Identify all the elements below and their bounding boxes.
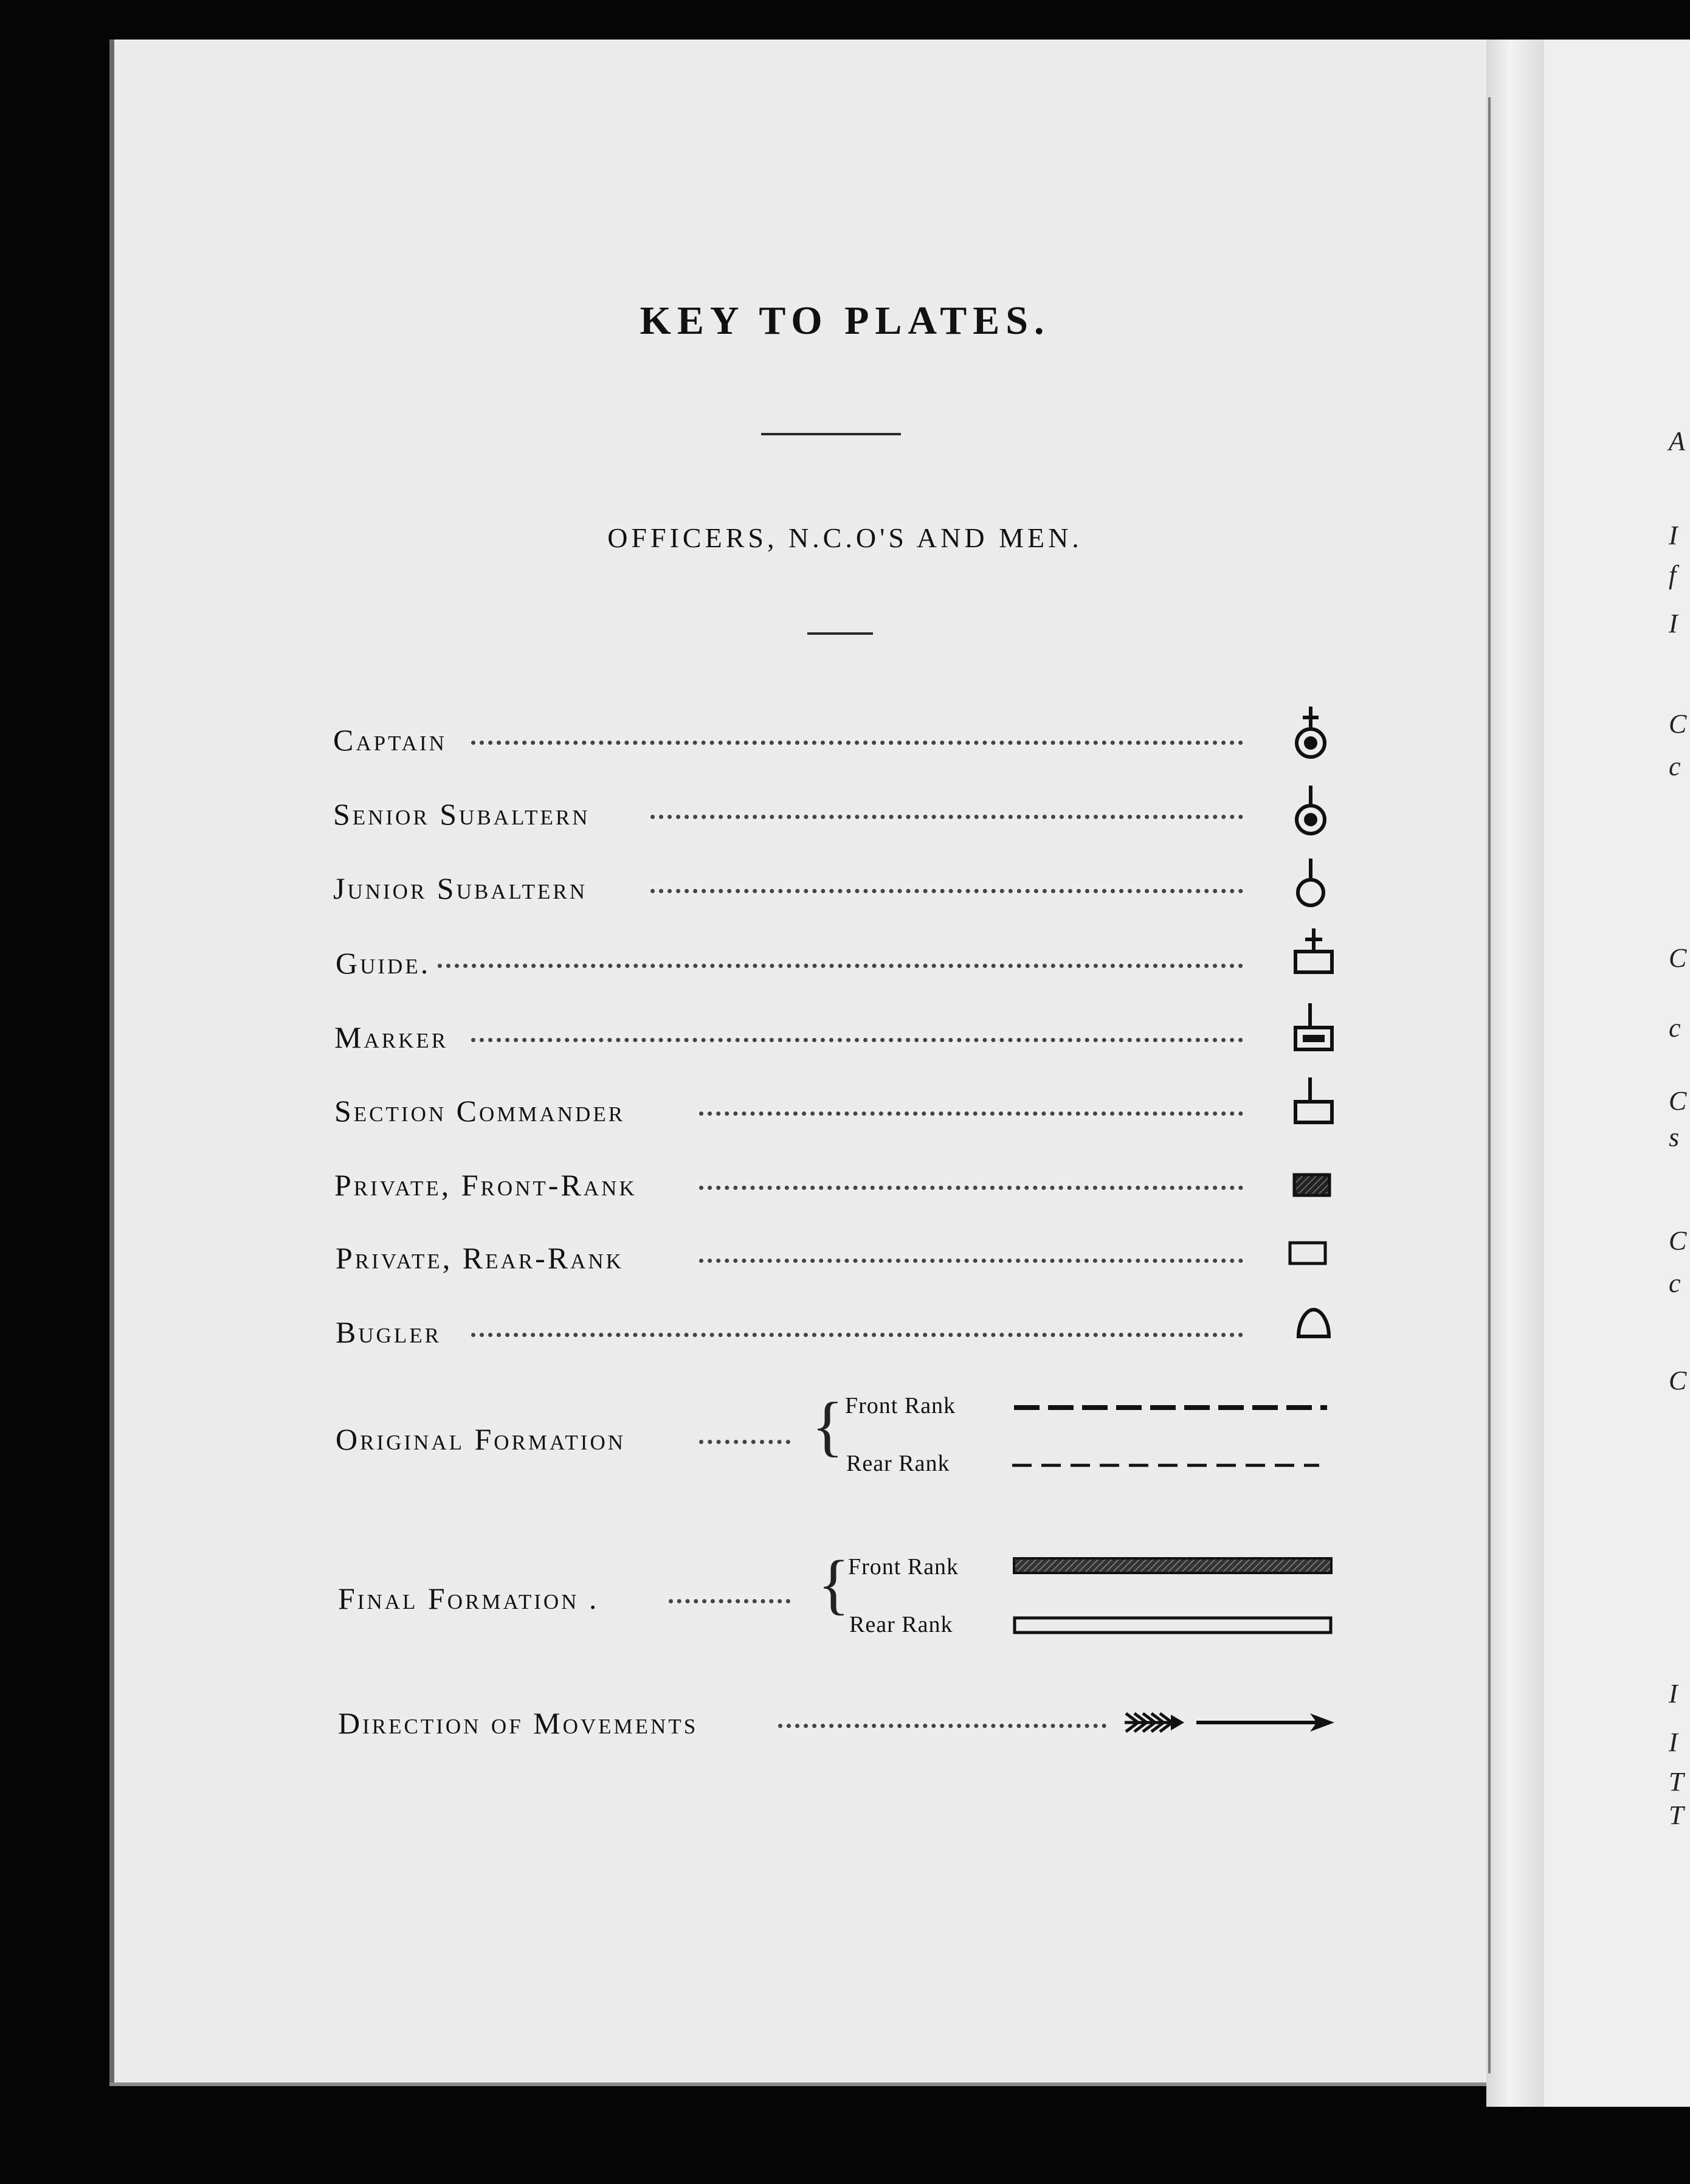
section-commander-icon [1292,1076,1336,1127]
book-gutter [1486,40,1544,2107]
final-formation-label: Final Formation . [338,1581,599,1616]
final-front-rank-bar [1012,1555,1334,1577]
final-front-rank-label: Front Rank [848,1554,959,1580]
book-page [109,40,1491,2082]
leader-dots [650,815,1243,819]
page-title: KEY TO PLATES. [640,299,1050,343]
direction-label: Direction of Movements [338,1706,698,1740]
leader-dots [471,1333,1243,1337]
leader-dots [438,964,1243,968]
facing-page-glyph: T [1669,1800,1684,1830]
facing-page-glyph: C [1669,1086,1687,1116]
leader-dots [699,1111,1243,1116]
facing-page-glyph: I [1669,1679,1678,1709]
leader-dots [699,1259,1243,1263]
original-rear-rank-line [1012,1459,1328,1471]
key-label-private-rear-rank: Private, Rear-Rank [336,1241,624,1275]
facing-page-glyph: I [1669,1727,1678,1757]
key-label-section-commander: Section Commander [334,1094,626,1128]
leader-dots [471,741,1243,745]
original-formation-label: Original Formation [336,1422,626,1456]
leader-dots [669,1599,790,1603]
bugler-icon [1295,1306,1333,1340]
marker-icon [1292,1002,1336,1053]
key-label-marker: Marker [334,1020,449,1054]
original-rear-rank-label: Rear Rank [846,1451,950,1476]
junior-subaltern-icon [1292,857,1330,912]
final-rear-rank-label: Rear Rank [849,1612,953,1637]
key-label-captain: Captain [333,723,447,757]
section-subtitle: OFFICERS, N.C.O'S AND MEN. [607,522,1083,553]
private-rear-rank-icon [1288,1240,1328,1267]
facing-page-glyph: C [1669,943,1687,973]
facing-page-glyph: c [1669,1268,1681,1298]
facing-page-glyph: I [1669,609,1678,638]
facing-page-glyph: A [1669,426,1685,456]
original-front-rank-label: Front Rank [845,1393,956,1419]
leader-dots [699,1186,1243,1190]
key-label-junior-subaltern: Junior Subaltern [333,871,588,905]
final-rear-rank-bar [1012,1614,1334,1636]
captain-icon [1292,705,1330,763]
leader-dots [699,1440,790,1444]
facing-page-edge [1544,40,1690,2107]
page-edge [109,2082,1486,2086]
direction-arrows-icon [1125,1707,1337,1738]
facing-page-glyph: s [1669,1122,1680,1152]
subtitle-rule [807,632,873,635]
guide-icon [1292,927,1336,976]
key-label-private-front-rank: Private, Front-Rank [334,1168,637,1202]
title-rule [761,433,901,435]
gutter-fold-line [1488,97,1491,2073]
bracket-icon: { [812,1389,844,1463]
leader-dots [778,1724,1106,1728]
key-label-senior-subaltern: Senior Subaltern [333,797,590,831]
facing-page-glyph: C [1669,709,1687,739]
facing-page-glyph: C [1669,1226,1687,1256]
facing-page-glyph: f [1669,560,1677,590]
facing-page-glyph: c [1669,1013,1681,1043]
facing-page-glyph: c [1669,752,1681,781]
facing-page-glyph: C [1669,1366,1687,1395]
leader-dots [471,1038,1243,1042]
bracket-icon: { [818,1547,850,1621]
original-front-rank-line [1014,1401,1330,1414]
private-front-rank-icon [1292,1172,1332,1199]
key-label-bugler: Bugler [336,1315,442,1349]
facing-page-glyph: I [1669,520,1678,550]
key-label-guide: Guide. [336,946,431,980]
senior-subaltern-icon [1292,784,1330,839]
facing-page-glyph: T [1669,1767,1684,1797]
leader-dots [650,889,1243,893]
